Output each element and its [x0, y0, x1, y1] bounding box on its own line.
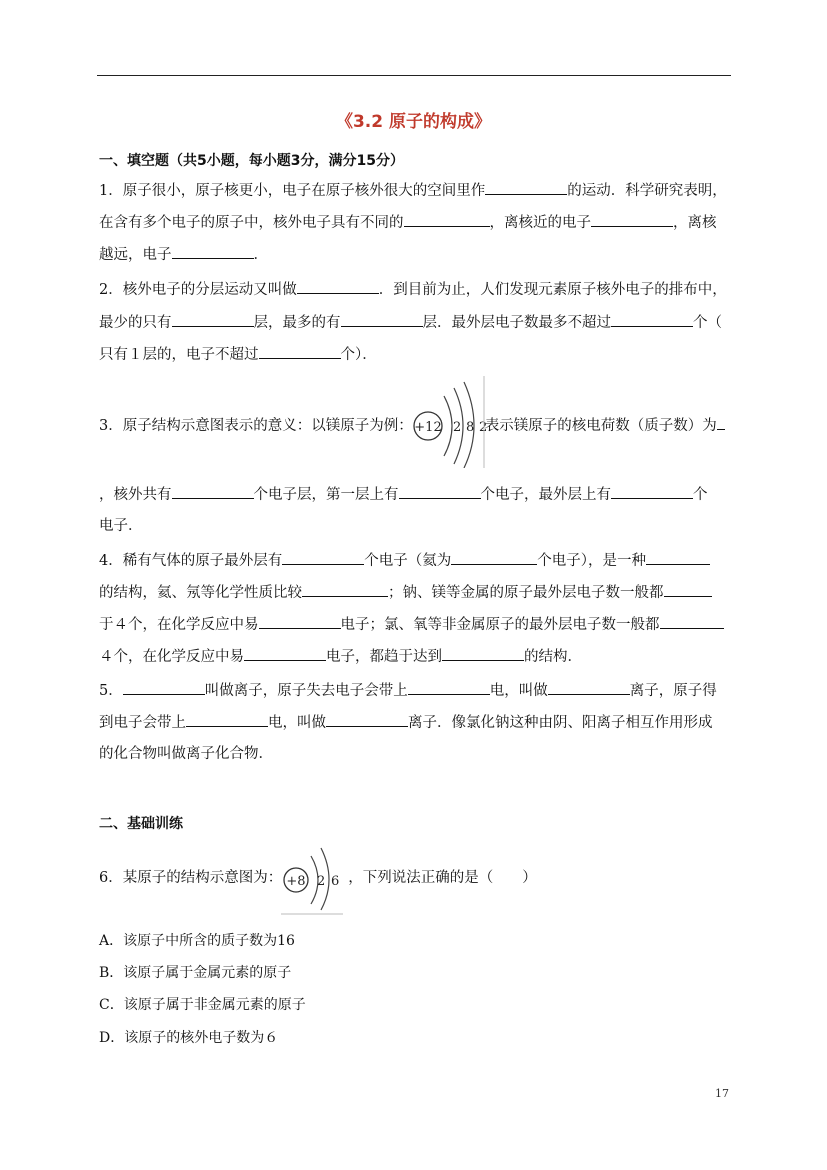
nucleus-charge: +8: [286, 874, 306, 889]
q4-line1: 4．稀有气体的原子最外层有 个电子（氦为 个电子），是一种: [99, 550, 710, 571]
answer-blank[interactable]: [302, 582, 388, 597]
answer-blank[interactable]: [404, 212, 490, 227]
answer-blank[interactable]: [259, 614, 341, 629]
section-heading-basic-training: 二、基础训练: [99, 816, 183, 832]
answer-blank[interactable]: [172, 312, 254, 327]
shell-electrons: 2: [317, 874, 326, 889]
q1-line3: 越远，电子 ．: [99, 244, 268, 265]
q2-line1: 2．核外电子的分层运动又叫做 ．到目前为止，人们发现元素原子核外电子的排布中，: [99, 279, 727, 300]
answer-blank[interactable]: [717, 415, 725, 430]
q1-line2: 在含有多个电子的原子中，核外电子具有不同的 ，离核近的电子 ，离核: [99, 212, 717, 233]
answer-blank[interactable]: [123, 680, 205, 695]
magnesium-atom-diagram: [410, 376, 488, 468]
answer-blank[interactable]: [259, 344, 341, 359]
q5-line3: 的化合物叫做离子化合物．: [99, 746, 273, 762]
option-d[interactable]: D．该原子的核外电子数为６: [99, 1030, 279, 1046]
q3-line2: ，核外共有 个电子层，第一层上有 个电子，最外层上有 个: [99, 484, 708, 505]
q6-stem: 6．某原子的结构示意图为： ，下列说法正确的是（ ）: [99, 870, 537, 886]
q4-line2: 的结构，氦、氖等化学性质比较 ；钠、镁等金属的原子最外层电子数一般都: [99, 582, 712, 603]
nucleus-charge: +12: [414, 420, 442, 435]
q4-line4: ４个，在化学反应中易 电子，都趋于达到 的结构．: [99, 646, 582, 667]
q3-line1: 3．原子结构示意图表示的意义：以镁原子为例： 表示镁原子的核电荷数（质子数）为: [99, 415, 725, 436]
answer-blank[interactable]: [341, 312, 423, 327]
answer-blank[interactable]: [451, 550, 537, 565]
answer-blank[interactable]: [297, 279, 379, 294]
answer-blank[interactable]: [282, 550, 364, 565]
answer-blank[interactable]: [646, 550, 710, 565]
page-title: 《3.2 原子的构成》: [335, 112, 492, 132]
q2-line3: 只有１层的，电子不超过 个）．: [99, 344, 377, 365]
answer-blank[interactable]: [399, 484, 481, 499]
answer-blank[interactable]: [186, 712, 268, 727]
answer-blank[interactable]: [172, 484, 254, 499]
answer-blank[interactable]: [591, 212, 673, 227]
shell-electrons: 8: [466, 420, 475, 435]
shell-electrons: 6: [331, 874, 340, 889]
answer-blank[interactable]: [442, 646, 524, 661]
answer-blank[interactable]: [408, 680, 490, 695]
answer-blank[interactable]: [548, 680, 630, 695]
answer-blank[interactable]: [611, 312, 693, 327]
q4-line3: 于４个，在化学反应中易 电子；氯、氧等非金属原子的最外层电子数一般都: [99, 614, 724, 635]
oxygen-atom-diagram: [281, 844, 345, 916]
q2-line2: 最少的只有 层，最多的有 层．最外层电子数最多不超过 个（: [99, 312, 722, 333]
q1-line1: 1．原子很小，原子核更小，电子在原子核外很大的空间里作 的运动．科学研究表明，: [99, 180, 727, 201]
option-b[interactable]: B．该原子属于金属元素的原子: [99, 965, 292, 981]
q5-line1: 5． 叫做离子，原子失去电子会带上 电，叫做 离子，原子得: [99, 680, 717, 701]
answer-blank[interactable]: [172, 244, 254, 259]
answer-blank[interactable]: [326, 712, 408, 727]
section-heading-fill-blank: 一、填空题（共5小题，每小题3分，满分15分）: [99, 153, 404, 169]
option-a[interactable]: A．该原子中所含的质子数为16: [99, 933, 295, 949]
header-rule: [97, 75, 731, 76]
answer-blank[interactable]: [485, 180, 567, 195]
option-c[interactable]: C．该原子属于非金属元素的原子: [99, 997, 306, 1013]
answer-blank[interactable]: [660, 614, 724, 629]
answer-blank[interactable]: [611, 484, 693, 499]
shell-electrons: 2: [479, 420, 488, 435]
page-number: 17: [715, 1087, 729, 1100]
answer-blank[interactable]: [244, 646, 326, 661]
answer-blank[interactable]: [664, 582, 712, 597]
q5-line2: 到电子会带上 电，叫做 离子．像氯化钠这种由阴、阳离子相互作用形成: [99, 712, 713, 733]
q3-line3: 电子．: [99, 518, 143, 534]
shell-electrons: 2: [453, 420, 462, 435]
